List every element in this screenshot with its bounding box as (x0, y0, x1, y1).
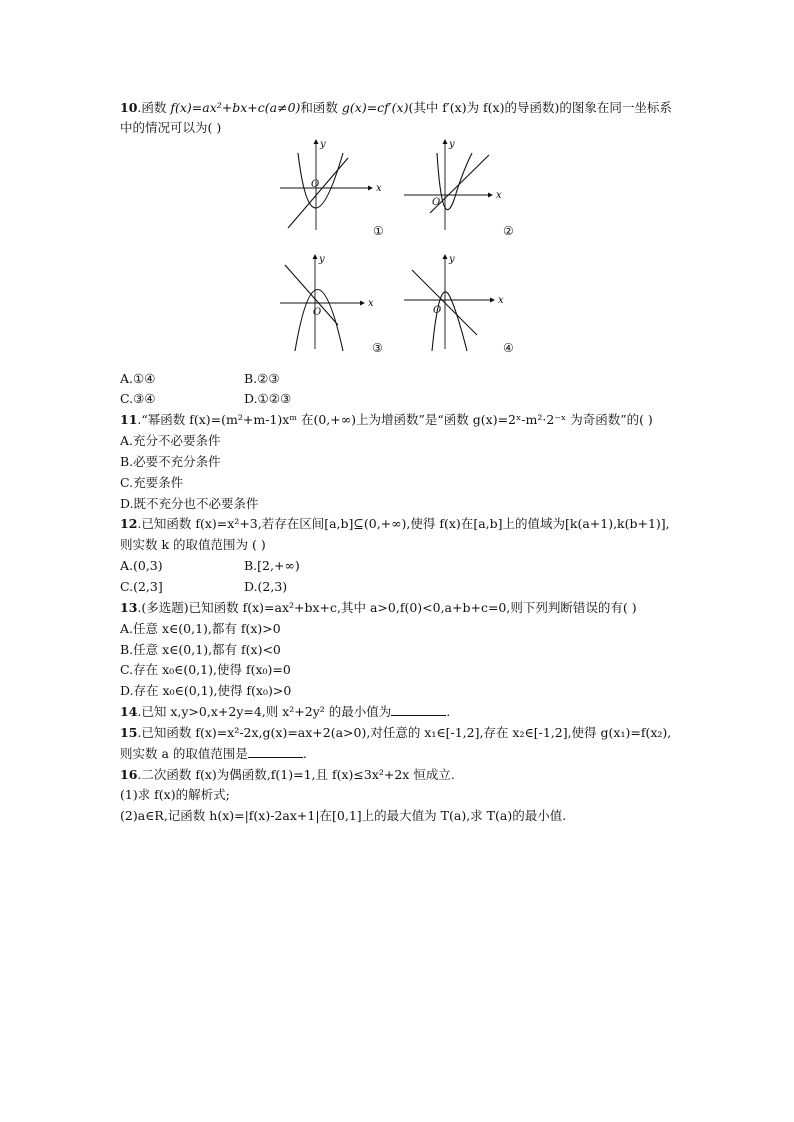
q11-text: .“幂函数 f(x)=(m²+m-1)xᵐ 在(0,+∞)上为增函数”是“函数 g(x)=2ˣ-m²·2⁻ˣ 为奇函数”的( ) (137, 412, 653, 427)
graph-2-x-label: x (496, 190, 502, 201)
graph-2-y-arrow (443, 139, 448, 144)
graph-1-y-label: y (320, 139, 326, 150)
graph-3-number: ③ (372, 341, 383, 355)
q10-option-a[interactable]: A.①④ (120, 371, 156, 386)
graph-1-x-label: x (376, 183, 382, 194)
q11-option-d[interactable]: D.既不充分也不必要条件 (120, 496, 259, 511)
q14-answer-blank[interactable] (391, 704, 446, 716)
q13-stem (120, 599, 637, 616)
q12-line2: 则实数 k 的取值范围为 ( ) (120, 537, 266, 552)
q10-option-d[interactable]: D.①②③ (244, 391, 292, 406)
graph-4-y-arrow (443, 254, 448, 259)
graph-2-number: ② (503, 224, 514, 238)
q13-option-c[interactable]: C.存在 x₀∈(0,1),使得 f(x₀)=0 (120, 662, 291, 677)
graph-4-x-label: x (498, 295, 504, 306)
graph-2 (402, 138, 522, 238)
q10-line2: 中的情况可以为( ) (120, 120, 222, 135)
q16-part2: (2)a∈R,记函数 h(x)=|f(x)-2ax+1|在[0,1]上的最大值为 T(a),求 T(a)的最小值. (120, 808, 567, 823)
q10-option-b[interactable]: B.②③ (244, 371, 280, 386)
q11-option-c[interactable]: C.充要条件 (120, 475, 184, 490)
q13-option-b[interactable]: B.任意 x∈(0,1),都有 f(x)<0 (120, 642, 281, 657)
q15-line1 (120, 724, 671, 741)
graph-1-y-arrow (314, 139, 319, 144)
q11-stem (120, 411, 653, 428)
q12-number: 12 (120, 516, 138, 531)
q11-option-b[interactable]: B.必要不充分条件 (120, 454, 221, 469)
q10-text-pre: .函数 (137, 100, 171, 115)
graph-3-origin: O (313, 307, 322, 318)
q12-text: .已知函数 f(x)=x²+3,若存在区间[a,b]⊆(0,+∞),使得 f(x)在[a,b]上的值域为[k(a+1),k(b+1)], (137, 516, 670, 531)
q15-text: .已知函数 f(x)=x²-2x,g(x)=ax+2(a>0),对任意的 x₁∈[-1,2],存在 x₂∈[-1,2],使得 g(x₁)=f(x₂), (137, 725, 672, 740)
q16-stem (120, 766, 455, 783)
q12-option-b[interactable]: B.[2,+∞) (244, 558, 300, 573)
q14-stem (120, 703, 450, 720)
graph-2-origin: O (432, 197, 441, 208)
graph-3-y-arrow (313, 254, 318, 259)
q15-number: 15 (120, 725, 138, 740)
q16-number: 16 (120, 767, 138, 782)
q12-line1 (120, 515, 670, 532)
q10-text-mid: 和函数 (300, 100, 342, 115)
q15-line2 (120, 745, 307, 762)
q12-option-c[interactable]: C.(2,3] (120, 579, 163, 594)
graph-3-line (285, 265, 338, 325)
graph-4 (402, 253, 522, 353)
q12-option-d[interactable]: D.(2,3) (244, 579, 288, 594)
graph-2-y-label: y (449, 139, 455, 150)
q10-gx: g(x)=cf′(x) (341, 100, 409, 115)
q16-part1: (1)求 f(x)的解析式; (120, 787, 230, 802)
q16-text: .二次函数 f(x)为偶函数,f(1)=1,且 f(x)≤3x²+2x 恒成立. (137, 767, 455, 782)
q11-number: 11 (120, 412, 138, 427)
graph-1-number: ① (373, 224, 384, 238)
q15-end: . (302, 746, 307, 761)
graph-3-x-label: x (368, 298, 374, 309)
q14-text: .已知 x,y>0,x+2y=4,则 x²+2y² 的最小值为 (137, 704, 392, 719)
q13-text: .(多选题)已知函数 f(x)=ax²+bx+c,其中 a>0,f(0)<0,a+b+c=0,则下列判断错误的有( ) (137, 600, 637, 615)
q10-fx: f(x)=ax²+bx+c(a≠0) (170, 100, 301, 115)
q15-text-2: 则实数 a 的取值范围是 (120, 746, 248, 761)
graph-1-x-arrow (368, 186, 373, 191)
q12-option-a[interactable]: A.(0,3) (120, 558, 163, 573)
graph-1-origin: O (311, 179, 320, 190)
graph-1 (278, 138, 388, 238)
q13-option-a[interactable]: A.任意 x∈(0,1),都有 f(x)>0 (120, 621, 281, 636)
q13-option-d[interactable]: D.存在 x₀∈(0,1),使得 f(x₀)>0 (120, 683, 292, 698)
graph-1-parabola (298, 153, 343, 208)
graph-4-y-label: y (449, 254, 455, 265)
graph-1-line (288, 158, 348, 228)
graph-4-curve (432, 292, 467, 351)
q13-number: 13 (120, 600, 138, 615)
graph-4-line (412, 270, 477, 335)
q11-option-a[interactable]: A.充分不必要条件 (120, 433, 221, 448)
q10-line1 (120, 99, 672, 116)
q14-end: . (446, 704, 451, 719)
graph-4-x-arrow (490, 298, 495, 303)
graph-4-number: ④ (503, 341, 514, 355)
graph-2-x-arrow (488, 193, 493, 198)
q10-text-post: (其中 f′(x)为 f(x)的导函数)的图象在同一坐标系 (408, 100, 672, 115)
q14-number: 14 (120, 704, 138, 719)
graph-4-origin: O (433, 305, 442, 316)
q15-answer-blank[interactable] (248, 746, 303, 758)
graph-3 (278, 253, 393, 353)
graph-3-parabola (295, 290, 343, 352)
q10-number: 10 (120, 100, 138, 115)
q10-option-c[interactable]: C.③④ (120, 391, 156, 406)
graph-3-y-label: y (319, 254, 325, 265)
graph-3-x-arrow (360, 301, 365, 306)
